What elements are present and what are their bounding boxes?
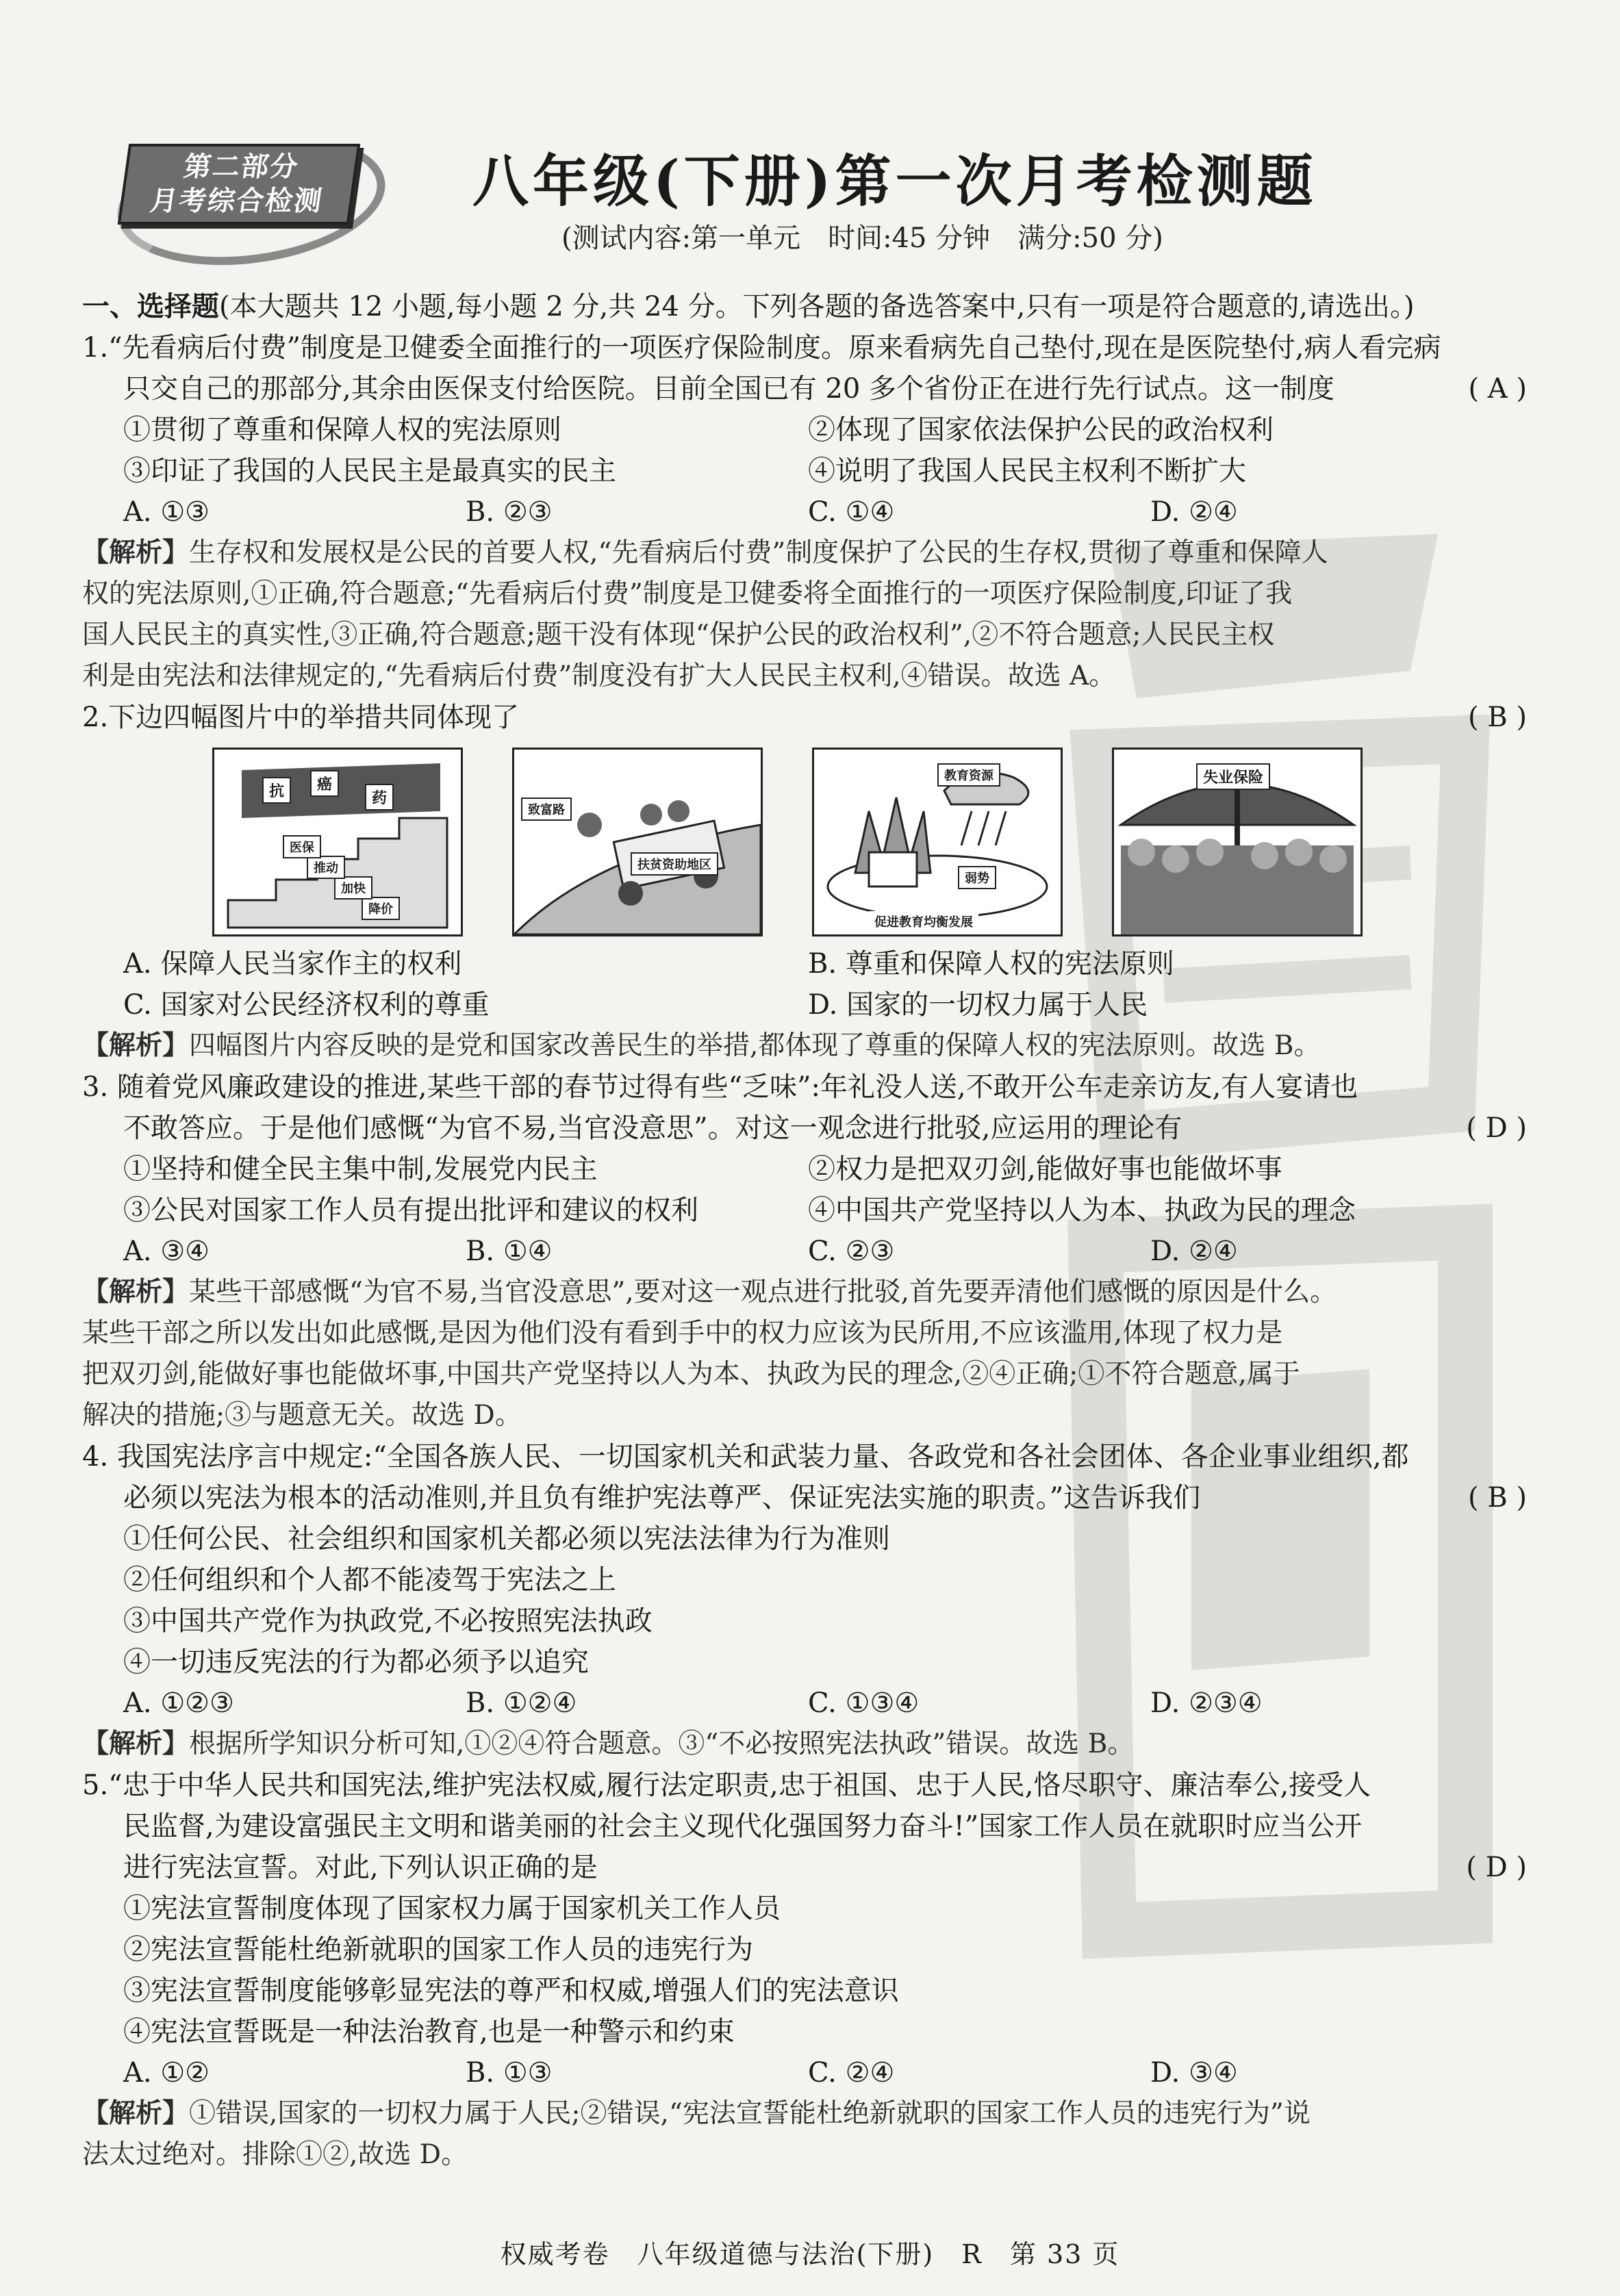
q4-answer: ( B ) (1467, 1482, 1527, 1514)
q3-option-b: B. ①④ (466, 1236, 553, 1267)
pic1-step-2: 加快 (334, 876, 372, 900)
pic4-sign: 失业保险 (1196, 763, 1270, 790)
q1-statement: ③印证了我国的人民民主是最真实的民主 (123, 455, 616, 487)
page-footer: 权威考卷 八年级道德与法治(下册) R 第 33 页 (500, 2239, 1120, 2269)
q3-options (82, 1231, 1541, 1272)
q4-option-b: B. ①②④ (466, 1687, 577, 1719)
pic1-step-3: 推动 (307, 856, 345, 879)
q2-analysis-text: 四幅图片内容反映的是党和国家改善民生的举措,都体现了尊重的保障人权的宪法原则。故选 B。 (189, 1030, 1321, 1061)
q5-option-d: D. ③④ (1150, 2057, 1238, 2089)
badge-box (118, 144, 361, 225)
q3-option-d: D. ②④ (1150, 1236, 1238, 1267)
badge-line2: 月考综合检测 (148, 186, 325, 217)
section-heading (82, 286, 1541, 327)
q2-option-a: A. 保障人民当家作主的权利 (123, 948, 462, 980)
q5-analysis-line2: 法太过绝对。排除①②,故选 D。 (82, 2139, 468, 2170)
q1-option-c: C. ①④ (808, 496, 895, 528)
hill-cart-illustration-icon (514, 750, 761, 934)
q3-statement: ③公民对国家工作人员有提出批评和建议的权利 (123, 1195, 698, 1226)
q3-stem-line1: 3. 随着党风廉政建设的推进,某些干部的春节过得有些“乏味”:年礼没人送,不敢开公车走亲访友,有人宴请也 (82, 1071, 1358, 1103)
page-subtitle: (测试内容:第一单元 时间:45 分钟 满分:50 分) (561, 222, 1163, 254)
q5-stem-text: 进行宪法宣誓。对此,下列认识正确的是 (123, 1852, 598, 1883)
q1-options (82, 492, 1541, 533)
q4-option-c: C. ①③④ (808, 1687, 920, 1719)
q2-picture-3 (812, 748, 1063, 936)
q4-option-d: D. ②③④ (1150, 1687, 1263, 1719)
pic1-step-1: 降价 (362, 897, 400, 920)
q1-analysis-line1 (82, 533, 1541, 574)
pic2-cart-label: 扶贫资助地区 (631, 852, 718, 876)
q4-stem-line1: 4. 我国宪法序言中规定:“全国各族人民、一切国家机关和武装力量、各政党和各社会团体、各企业事业组织,都 (82, 1441, 1409, 1472)
q5-statement-3: ③宪法宣誓制度能够彰显宪法的尊严和权威,增强人们的宪法意识 (123, 1975, 899, 2006)
q1-stem-line1: 1.“先看病后付费”制度是卫健委全面推行的一项医疗保险制度。原来看病先自己垫付,现在是医院垫付,病人看完病 (82, 332, 1441, 363)
q1-statements-row1 (82, 409, 1541, 450)
q5-analysis-text: ①错误,国家的一切权力属于人民;②错误,“宪法宣誓能杜绝新就职的国家工作人员的违宪行为”说 (189, 2098, 1311, 2129)
question-4 (82, 1436, 1541, 1765)
q4-statement-1: ①任何公民、社会组织和国家机关都必须以宪法法律为行为准则 (123, 1523, 890, 1555)
question-2 (82, 697, 1541, 1067)
q4-analysis-text: 根据所学知识分析可知,①②④符合题意。③“不必按照宪法执政”错误。故选 B。 (189, 1729, 1135, 1759)
pic1-label-3: 药 (365, 784, 394, 811)
q1-statements-row2 (82, 450, 1541, 492)
q4-statement-4: ④一切违反宪法的行为都必须予以追究 (123, 1646, 589, 1678)
q5-option-a: A. ①② (123, 2057, 210, 2089)
q4-statement-2: ②任何组织和个人都不能凌驾于宪法之上 (123, 1564, 616, 1596)
pic3-cloud-label: 教育资源 (937, 763, 1000, 787)
q4-analysis (82, 1724, 1541, 1765)
q3-option-a: A. ③④ (123, 1236, 210, 1267)
q3-stem-line2 (82, 1108, 1541, 1149)
analysis-tag: 【解析】 (82, 2098, 190, 2129)
q3-statement: ①坚持和健全民主集中制,发展党内民主 (123, 1153, 598, 1185)
pic1-label-2: 癌 (310, 770, 339, 797)
pic1-step-4: 医保 (283, 835, 321, 858)
q1-stem-line2 (82, 368, 1541, 409)
q1-analysis-line3: 国人民民主的真实性,③正确,符合题意;题干没有体现“保护公民的政治权利”,②不符合题意;人民民主权 (82, 620, 1275, 650)
pic2-sign: 致富路 (521, 798, 572, 821)
q4-stem-line2 (82, 1477, 1541, 1518)
analysis-tag: 【解析】 (82, 1030, 190, 1061)
q2-answer: ( B ) (1467, 702, 1527, 733)
q5-analysis-line1 (82, 2093, 1541, 2134)
analysis-tag: 【解析】 (82, 1729, 190, 1759)
page-title: 八年级(下册)第一次月考检测题 (472, 149, 1317, 214)
q5-stem-line2: 民监督,为建设富强民主文明和谐美丽的社会主义现代化强国努力奋斗!”国家工作人员在就职时应当公开 (123, 1811, 1363, 1842)
q4-stem-text: 必须以宪法为根本的活动准则,并且负有维护宪法尊严、保证宪法实施的职责。”这告诉我们 (123, 1482, 1201, 1514)
q3-analysis-line3: 把双刃剑,能做好事也能做坏事,中国共产党坚持以人为本、执政为民的理念,②④正确;①不符合题意,属于 (82, 1359, 1300, 1390)
q5-stem-line1: 5.“忠于中华人民共和国宪法,维护宪法权威,履行法定职责,忠于祖国、忠于人民,恪尽职守、廉洁奉公,接受人 (82, 1770, 1371, 1801)
q2-picture-1 (212, 748, 463, 936)
badge-line1: 第二部分 (181, 151, 301, 183)
q3-statements-row1 (82, 1149, 1541, 1190)
q2-stem (82, 697, 1541, 738)
q3-answer: ( D ) (1466, 1112, 1527, 1144)
q1-option-b: B. ②③ (466, 496, 553, 528)
q3-stem-text: 不敢答应。于是他们感慨“为官不易,当官没意思”。对这一观念进行批驳,应运用的理论有 (123, 1112, 1182, 1144)
question-1 (82, 327, 1541, 697)
q5-stem-line3 (82, 1847, 1541, 1888)
q1-statement: ②体现了国家依法保护公民的政治权利 (808, 414, 1274, 446)
q4-option-a: A. ①②③ (123, 1687, 234, 1719)
q3-statement: ④中国共产党坚持以人为本、执政为民的理念 (808, 1195, 1356, 1226)
q1-analysis-text: 生存权和发展权是公民的首要人权,“先看病后付费”制度保护了公民的生存权,贯彻了尊重和保障人 (189, 537, 1328, 568)
q2-analysis (82, 1025, 1541, 1067)
q2-option-b: B. 尊重和保障人权的宪法原则 (808, 948, 1174, 980)
q3-statement: ②权力是把双刃剑,能做好事也能做坏事 (808, 1153, 1282, 1185)
q1-statement: ①贯彻了尊重和保障人权的宪法原则 (123, 414, 561, 446)
section-badge (103, 123, 377, 253)
q1-stem-text: 只交自己的那部分,其余由医保支付给医院。目前全国已有 20 多个省份正在进行先行试点。这一制度 (123, 373, 1335, 405)
q4-options (82, 1683, 1541, 1724)
q3-analysis-line2: 某些干部之所以发出如此感慨,是因为他们没有看到手中的权力应该为民所用,不应该滥用,体现了权力是 (82, 1318, 1283, 1349)
q1-analysis-line2: 权的宪法原则,①正确,符合题意;“先看病后付费”制度是卫健委将全面推行的一项医疗保险制度,印证了我 (82, 578, 1293, 609)
q3-analysis-text: 某些干部感慨“为官不易,当官没意思”,要对这一观点进行批驳,首先要弄清他们感慨的原因是什么。 (189, 1277, 1337, 1308)
exam-content (82, 286, 1541, 2176)
q5-options (82, 2052, 1541, 2093)
q5-answer: ( D ) (1466, 1852, 1527, 1883)
q3-analysis-line4: 解决的措施;③与题意无关。故选 D。 (82, 1400, 522, 1431)
section-title: 一、选择题 (82, 291, 219, 322)
q2-pictures (82, 748, 1541, 936)
q5-statement-1: ①宪法宣誓制度体现了国家权力属于国家机关工作人员 (123, 1893, 781, 1924)
q2-options-row1 (82, 943, 1541, 984)
q3-analysis-line1 (82, 1272, 1541, 1313)
q2-option-d: D. 国家的一切权力属于人民 (808, 989, 1148, 1021)
question-3 (82, 1067, 1541, 1436)
q2-option-c: C. 国家对公民经济权利的尊重 (123, 989, 490, 1021)
q2-picture-4 (1112, 748, 1363, 936)
q4-statement-3: ③中国共产党作为执政党,不必按照宪法执政 (123, 1605, 653, 1637)
q2-stem-text: 2.下边四幅图片中的举措共同体现了 (82, 702, 520, 733)
q1-option-d: D. ②④ (1150, 496, 1238, 528)
pic3-caption: 促进教育均衡发展 (869, 911, 978, 932)
q5-option-b: B. ①③ (466, 2057, 553, 2089)
q3-statements-row2 (82, 1190, 1541, 1231)
q5-statement-2: ②宪法宣誓能杜绝新就职的国家工作人员的违宪行为 (123, 1934, 753, 1965)
pic3-weak-label: 弱势 (958, 866, 996, 889)
analysis-tag: 【解析】 (82, 1277, 190, 1308)
analysis-tag: 【解析】 (82, 537, 190, 568)
q3-option-c: C. ②③ (808, 1236, 895, 1267)
q1-analysis-line4: 利是由宪法和法律规定的,“先看病后付费”制度没有扩大人民民主权利,④错误。故选 A。 (82, 661, 1116, 691)
q2-options-row2 (82, 984, 1541, 1025)
q2-picture-2 (512, 748, 763, 936)
q1-statement: ④说明了我国人民民主权利不断扩大 (808, 455, 1246, 487)
q1-option-a: A. ①③ (123, 496, 210, 528)
question-5 (82, 1765, 1541, 2176)
pic1-label-1: 抗 (262, 777, 291, 804)
section-instructions: (本大题共 12 小题,每小题 2 分,共 24 分。下列各题的备选答案中,只有一项是符合题意的,请选出。) (219, 291, 1415, 322)
q5-statement-4: ④宪法宣誓既是一种法治教育,也是一种警示和约束 (123, 2016, 735, 2048)
q1-answer: ( A ) (1468, 373, 1527, 405)
q5-option-c: C. ②④ (808, 2057, 895, 2089)
